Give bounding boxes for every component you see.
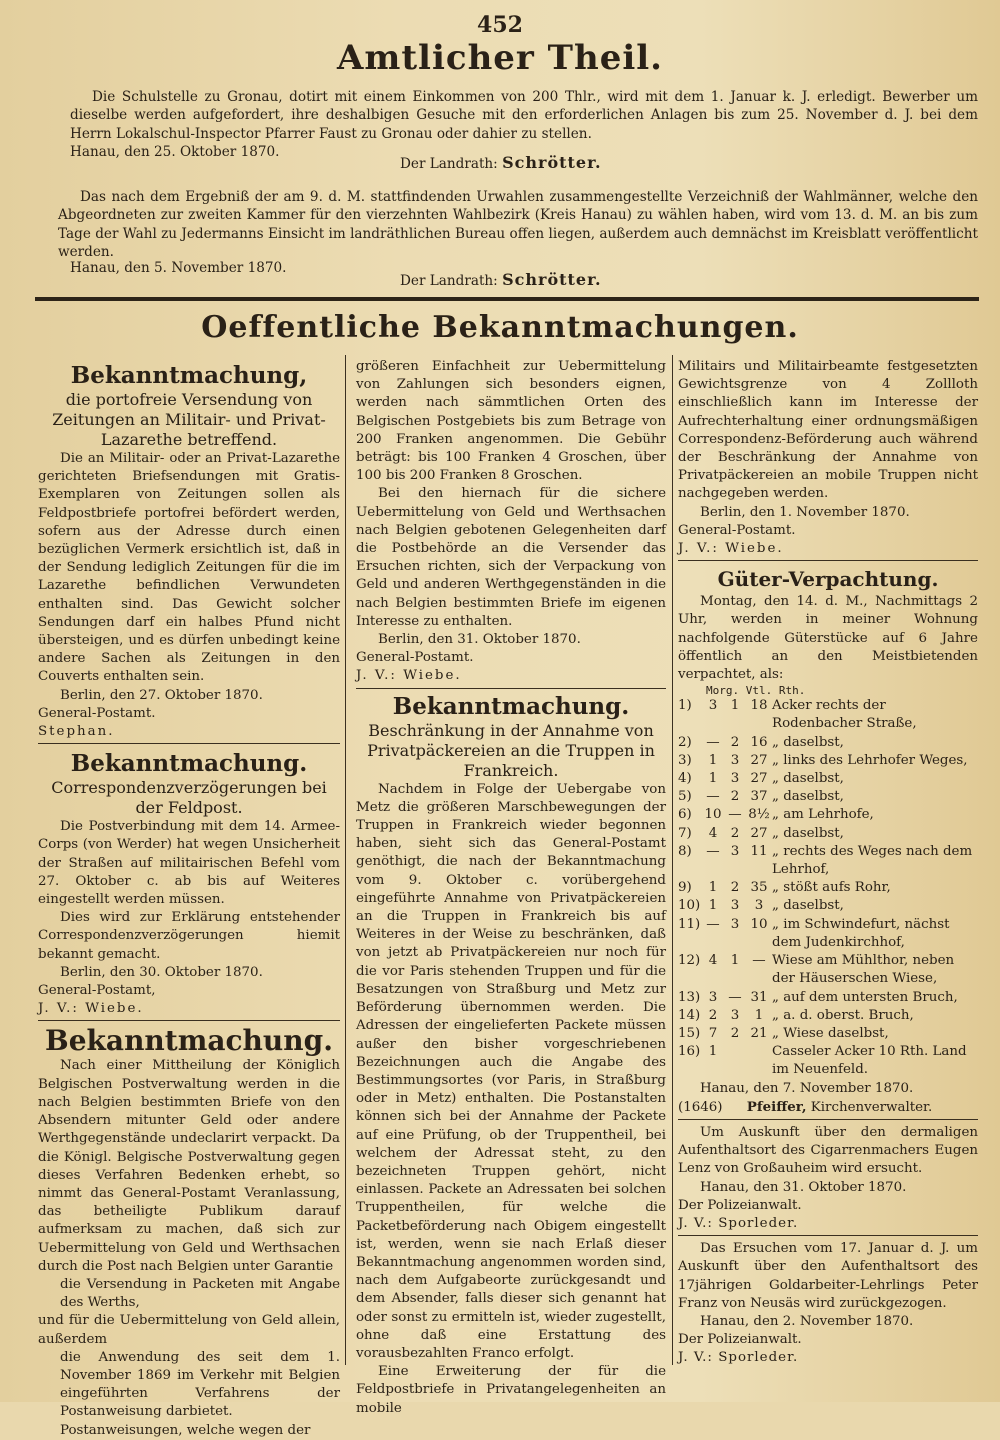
cell-description: Acker rechts der Rodenbacher Straße, xyxy=(772,698,917,732)
cell-viertel: 2 xyxy=(730,880,740,896)
cell-ruthen: 31 xyxy=(750,989,768,1005)
article-date: Hanau, den 7. November 1870. xyxy=(700,1080,914,1096)
table-row xyxy=(678,734,978,752)
cell-ruthen: 27 xyxy=(750,771,768,787)
cell-morgen: 1 xyxy=(708,752,718,768)
column-rule-1 xyxy=(345,355,346,1365)
cell-ruthen: 16 xyxy=(750,734,768,750)
list-item: die Versendung in Packeten mit Angabe des Werths, xyxy=(60,1276,340,1311)
article-subtitle: Beschränkung in der Annahme von Privatpäckereien an die Truppen in Frankreich. xyxy=(367,720,655,780)
cell-ruthen: 27 xyxy=(750,825,768,841)
article-heading: Bekanntmachung. xyxy=(70,750,308,778)
cell-ruthen: 11 xyxy=(750,843,768,859)
table-row xyxy=(678,752,978,770)
row-number: 15) xyxy=(678,1025,701,1041)
official-notice-2-signature xyxy=(400,271,700,290)
cell-morgen: 3 xyxy=(708,698,718,714)
official-notice-2-date: Hanau, den 5. November 1870. xyxy=(70,260,287,276)
article-divider xyxy=(678,560,978,561)
table-row xyxy=(678,770,978,788)
article-body: Die an Militair- oder an Privat-Lazarethe gerichteten Briefsendungen mit Gratis-Exemplaren von Zeitungen sollen als Feldpostbriefe portofrei befördert werden, sofern aus der Adresse durch einen bezüglichen Vermerk ersichtlich ist, daß in der Sendung lediglich Zeitungen für die im Lazarethe befindlichen Verwundeten enthalten sind. Das Gewicht solcher Sendungen darf ein halbes Pfund nicht übersteigen, und es dürfen unbedingt keine andere Sachen als Zeitungen in den Couverts enthalten sein. xyxy=(38,451,340,685)
article-office: Der Polizeianwalt. xyxy=(678,1332,802,1348)
row-number: 13) xyxy=(678,989,701,1005)
cell-description: „ im Schwindefurt, nächst dem Judenkirchhof, xyxy=(772,916,950,950)
cell-morgen: — xyxy=(706,734,720,750)
article-office: General-Postamt. xyxy=(678,522,796,538)
row-number: 16) xyxy=(678,1044,701,1060)
cell-ruthen: 10 xyxy=(750,916,768,932)
cell-viertel xyxy=(724,1043,746,1079)
article-date: Hanau, den 2. November 1870. xyxy=(700,1313,914,1329)
article-signer: J. V.: Wiebe. xyxy=(678,541,784,557)
cell-viertel: 1 xyxy=(730,953,740,969)
cell-viertel: 3 xyxy=(730,771,740,787)
article-office: General-Postamt. xyxy=(356,650,474,666)
cell-ruthen: — xyxy=(752,953,766,969)
cell-ruthen: 21 xyxy=(750,1025,768,1041)
cell-ruthen: 35 xyxy=(750,880,768,896)
table-row xyxy=(678,1025,978,1043)
cell-morgen: 3 xyxy=(708,989,718,1005)
table-row xyxy=(678,989,978,1007)
article-date: Berlin, den 1. November 1870. xyxy=(700,504,910,520)
section-title-official: Amtlicher Theil. xyxy=(336,38,664,78)
article-heading: Bekanntmachung. xyxy=(45,1024,333,1058)
cell-description: Wiese am Mühlthor, neben der Häuserschen Wiese, xyxy=(772,953,955,987)
row-number: 6) xyxy=(678,807,692,823)
row-number: 9) xyxy=(678,880,692,896)
article-body: Militairs und Militairbeamte festgesetzten Gewichtsgrenze von 4 Zollloth einschließlich kann im Interesse der Aufrechterhaltung einer ordnungsmäßigen Correspondenz-Beförderung auch während der Beschränkung der Annahme von Privatpäckereien an mobile Truppen nicht nachgegeben werden. xyxy=(678,359,978,502)
row-number: 11) xyxy=(678,916,701,932)
cell-viertel: 2 xyxy=(730,789,740,805)
cell-morgen: 1 xyxy=(708,880,718,896)
table-row xyxy=(678,1043,978,1079)
cell-description: „ Wiese daselbst, xyxy=(772,1025,889,1041)
cell-ruthen: 1 xyxy=(754,1007,764,1023)
table-row xyxy=(678,843,978,879)
article-date: Berlin, den 27. Oktober 1870. xyxy=(60,687,263,703)
cell-morgen: — xyxy=(706,789,720,805)
article-body: Nachdem in Folge der Uebergabe von Metz die größeren Marschbewegungen der Truppen in Frankreich wieder begonnen haben, sieht sich das General-Postamt genöthigt, die nach der Bekanntmachung vom 9. Oktober c. vorübergehend eingeführte Annahme von Privatpäckereien an die Truppen in Frankreich bis auf Weiteres in der Weise zu beschränken, daß von jetzt ab Privatpäckereien nur noch für die vor Paris stehenden Truppen und für die Besatzungen von Straßburg und Metz zur Beförderung übernommen werden. Die Adressen der eingelieferten Packete müssen außer den bisher vorgeschriebenen Bezeichnungen auch die Angabe des Bestimmungsortes (vor Paris, in Straßburg oder in Metz) enthalten. Die Postanstalten können sich bei der Annahme der Packete auf eine Prüfung, ob der Truppentheil, bei welchem der Adressat steht, zu den bezeichneten Truppen gehört, nicht einlassen. Packete an Adressaten bei solchen Truppentheilen, für welche die Packetbeförderung nach Obigem eingestellt ist, werden, wenn sie nach Erlaß dieser Bekanntmachung angenommen worden sind, nach dem Aufgabeorte zurückgesandt und dem Absender, falls dieser sich genannt hat oder sonst zu ermitteln ist, wieder zugestellt, ohne daß eine Erstattung des vorausbezahlten Franco erfolgt. xyxy=(356,781,666,1361)
section-divider xyxy=(35,297,979,301)
cell-description: „ stößt aufs Rohr, xyxy=(772,880,891,896)
article-subtitle: Correspondenzverzögerungen bei der Feldpost. xyxy=(51,778,327,818)
article-subtitle: die portofreie Versendung von Zeitungen an Militair- und Privat-Lazarethe betreffend. xyxy=(52,390,326,449)
cell-morgen: 1 xyxy=(708,898,718,914)
row-number: 14) xyxy=(678,1007,701,1023)
signer-name: Pfeiffer, xyxy=(746,1098,807,1115)
article-divider xyxy=(678,1235,978,1236)
row-number: 5) xyxy=(678,789,692,805)
article-divider xyxy=(356,688,666,689)
cell-morgen: 1 xyxy=(708,771,718,787)
article-divider xyxy=(38,1020,340,1021)
table-row xyxy=(678,879,978,897)
article-body: Das Ersuchen vom 17. Januar d. J. um Auskunft über den Aufenthaltsort des 17jährigen Goldarbeiter-Lehrlings Peter Franz von Neusäs wird zurückgezogen. xyxy=(678,1241,978,1311)
column-1 xyxy=(38,362,340,1440)
cell-viertel: 3 xyxy=(730,752,740,768)
table-row xyxy=(678,897,978,915)
cell-description: „ daselbst, xyxy=(772,825,844,841)
row-number: 1) xyxy=(678,698,692,714)
cell-viertel: 1 xyxy=(730,698,740,714)
cell-viertel: 3 xyxy=(730,916,740,932)
article-body: Um Auskunft über den dermaligen Aufenthaltsort des Cigarrenmachers Eugen Lenz von Großauheim wird ersucht. xyxy=(678,1124,978,1177)
table-row xyxy=(678,806,978,824)
cell-description: „ links des Lehrhofer Weges, xyxy=(772,752,968,768)
cell-description: „ daselbst, xyxy=(772,734,844,750)
cell-ruthen xyxy=(746,1043,772,1079)
cell-morgen: 10 xyxy=(704,807,722,823)
table-header: Morg. Vtl. Rth. xyxy=(706,684,806,698)
article-signature xyxy=(678,1098,978,1117)
article-body: Montag, den 14. d. M., Nachmittags 2 Uhr, werden in meiner Wohnung nachfolgende Güterstücke auf 6 Jahre öffentlich an den Meistbietenden verpachtet, als: xyxy=(678,594,978,683)
official-notice-1-text: Die Schulstelle zu Gronau, dotirt mit einem Einkommen von 200 Thlr., wird mit dem 1. Januar k. J. erledigt. Bewerber um dieselbe werden aufgefordert, ihre deshalbigen Gesuche mit den erforderlichen Anlagen bis zum 25. November d. J. bei dem Herrn Lokalschul-Inspector Pfarrer Faust zu Gronau oder dahier zu stellen. xyxy=(70,89,978,142)
article-office: General-Postamt. xyxy=(38,705,156,721)
cell-ruthen: 3 xyxy=(754,898,764,914)
cell-morgen: — xyxy=(706,916,720,932)
row-number: 7) xyxy=(678,825,692,841)
article-body: größeren Einfachheit zur Uebermittelung von Zahlungen sich besonders eignen, werden nach sämmtlichen Orten des Belgischen Postgebiets bis zum Betrage von 200 Franken angenommen. Die Gebühr beträgt: bis 100 Franken 4 Groschen, über 100 bis 200 Franken 8 Groschen. xyxy=(356,359,666,484)
page-number: 452 xyxy=(477,12,523,38)
article-heading: Bekanntmachung. xyxy=(392,692,630,720)
cell-ruthen: 27 xyxy=(750,752,768,768)
list-item: und für die Uebermittelung von Geld allein, außerdem xyxy=(38,1313,340,1347)
cell-viertel: — xyxy=(728,807,742,823)
signer-role: Der Landrath: xyxy=(400,156,498,172)
row-number: 12) xyxy=(678,953,701,969)
table-row xyxy=(678,1007,978,1025)
official-notice-2-text: Das nach dem Ergebniß der am 9. d. M. stattfindenden Urwahlen zusammengestellte Verzeichniß der Wahlmänner, welche den Abgeordneten zur zweiten Kammer für den vierzehnten Wahlbezirk (Kreis Hanau) zu wählen haben, wird vom 13. d. M. an bis zum Tage der Wahl zu Jedermanns Einsicht im landräthlichen Bureau offen liegen, außerdem auch demnächst im Kreisblatt veröffentlicht werden. xyxy=(58,189,978,260)
cell-ruthen: 18 xyxy=(750,698,768,714)
cell-morgen: 1 xyxy=(708,1044,718,1060)
cell-morgen: 7 xyxy=(708,1025,718,1041)
article-body: Eine Erweiterung der für die Feldpostbriefe in Privatangelegenheiten an mobile xyxy=(356,1364,666,1416)
table-row xyxy=(678,952,978,988)
cell-description: „ daselbst, xyxy=(772,771,844,787)
cell-description: Casseler Acker 10 Rth. Land im Neuenfeld. xyxy=(772,1044,967,1078)
cell-morgen: 4 xyxy=(708,825,718,841)
column-rule-2 xyxy=(672,355,673,1365)
reference-number: (1646) xyxy=(678,1099,723,1115)
article-body: Postanweisungen, welche wegen der xyxy=(60,1422,311,1438)
section-title-public: Oeffentliche Bekanntmachungen. xyxy=(201,310,799,345)
article-signer: Stephan. xyxy=(38,724,115,740)
cell-description: „ daselbst, xyxy=(772,898,844,914)
signer-role: Der Landrath: xyxy=(400,273,498,289)
cell-viertel: 2 xyxy=(730,825,740,841)
cell-viertel: 3 xyxy=(730,1007,740,1023)
cell-morgen: 2 xyxy=(708,1007,718,1023)
article-date: Berlin, den 30. Oktober 1870. xyxy=(60,964,263,980)
article-signer: J. V.: Wiebe. xyxy=(38,1001,144,1017)
cell-description: „ a. d. oberst. Bruch, xyxy=(772,1007,914,1023)
official-notice-1-date: Hanau, den 25. Oktober 1870. xyxy=(70,144,280,160)
cell-viertel: 2 xyxy=(730,1025,740,1041)
cell-description: „ am Lehrhofe, xyxy=(772,807,874,823)
article-body: Bei den hiernach für die sichere Uebermittelung von Geld und Werthsachen nach Belgien gebotenen Gelegenheiten darf die Postbehörde an die Versender das Ersuchen richten, sich der Verpackung von Geld und anderen Werthgegenständen in die nach Belgien bestimmten Briefe im eigenen Interesse zu enthalten. xyxy=(356,486,666,629)
row-number: 3) xyxy=(678,752,692,768)
cell-description: „ rechts des Weges nach dem Lehrhof, xyxy=(772,843,973,878)
cell-morgen: 4 xyxy=(708,953,718,969)
article-heading: Güter-Verpachtung. xyxy=(717,567,939,592)
article-signer: J. V.: Sporleder. xyxy=(678,1350,799,1366)
article-signer: J. V.: Wiebe. xyxy=(356,668,462,684)
cell-ruthen: 8½ xyxy=(748,807,770,823)
cell-viertel: 3 xyxy=(730,843,740,859)
article-date: Berlin, den 31. Oktober 1870. xyxy=(378,632,581,648)
article-office: Der Polizeianwalt. xyxy=(678,1197,802,1213)
article-body: Die Postverbindung mit dem 14. Armee-Corps (von Werder) hat wegen Unsicherheit der Straßen auf militairischen Befehl vom 27. Oktober c. ab bis auf Weiteres eingestellt werden müssen. xyxy=(38,819,340,908)
cell-ruthen: 37 xyxy=(750,789,768,805)
article-body: Dies wird zur Erklärung entstehender Correspondenzverzögerungen hiemit bekannt gemacht. xyxy=(38,910,340,962)
article-divider xyxy=(38,743,340,744)
cell-viertel: 2 xyxy=(730,734,740,750)
table-row xyxy=(678,825,978,843)
cell-morgen: — xyxy=(706,843,720,859)
cell-description: „ auf dem untersten Bruch, xyxy=(772,989,958,1005)
table-row xyxy=(678,916,978,952)
article-date: Hanau, den 31. Oktober 1870. xyxy=(700,1179,907,1195)
table-row xyxy=(678,697,978,733)
article-body: Nach einer Mittheilung der Königlich Belgischen Postverwaltung werden in die nach Belgien bestimmten Briefe von den Absendern mitunter Geld oder andere Werthgegenstände undeclarirt verpackt. Da die Königl. Belgische Postverwaltung gegen dieses Verfahren Bedenken erhebt, so nimmt das General-Postamt Veranlassung, das betheiligte Publikum darauf aufmerksam zu machen, daß sich zur Uebermittelung von Geld und Werthsachen durch die Post nach Belgien unter Garantie xyxy=(38,1058,340,1274)
article-office: General-Postamt, xyxy=(38,983,156,999)
article-heading: Bekanntmachung, xyxy=(70,362,308,389)
cell-viertel: 3 xyxy=(730,898,740,914)
signer-name: Schrötter. xyxy=(502,153,602,172)
list-item: die Anwendung des seit dem 1. November 1869 im Verkehr mit Belgien eingeführten Verfahrens der Postanweisung darbietet. xyxy=(60,1349,340,1420)
row-number: 4) xyxy=(678,771,692,787)
article-divider xyxy=(678,1119,978,1120)
row-number: 8) xyxy=(678,843,692,859)
article-signer: J. V.: Sporleder. xyxy=(678,1215,799,1231)
table-row xyxy=(678,788,978,806)
signer-name: Schrötter. xyxy=(502,270,602,289)
column-2 xyxy=(356,358,666,1418)
signer-role: Kirchenverwalter. xyxy=(810,1099,933,1115)
column-3 xyxy=(678,358,978,1368)
official-notice-1-signature xyxy=(400,154,700,173)
row-number: 10) xyxy=(678,898,701,914)
row-number: 2) xyxy=(678,734,692,750)
cell-viertel: — xyxy=(728,989,742,1005)
cell-description: „ daselbst, xyxy=(772,789,844,805)
lease-table xyxy=(678,697,978,1079)
